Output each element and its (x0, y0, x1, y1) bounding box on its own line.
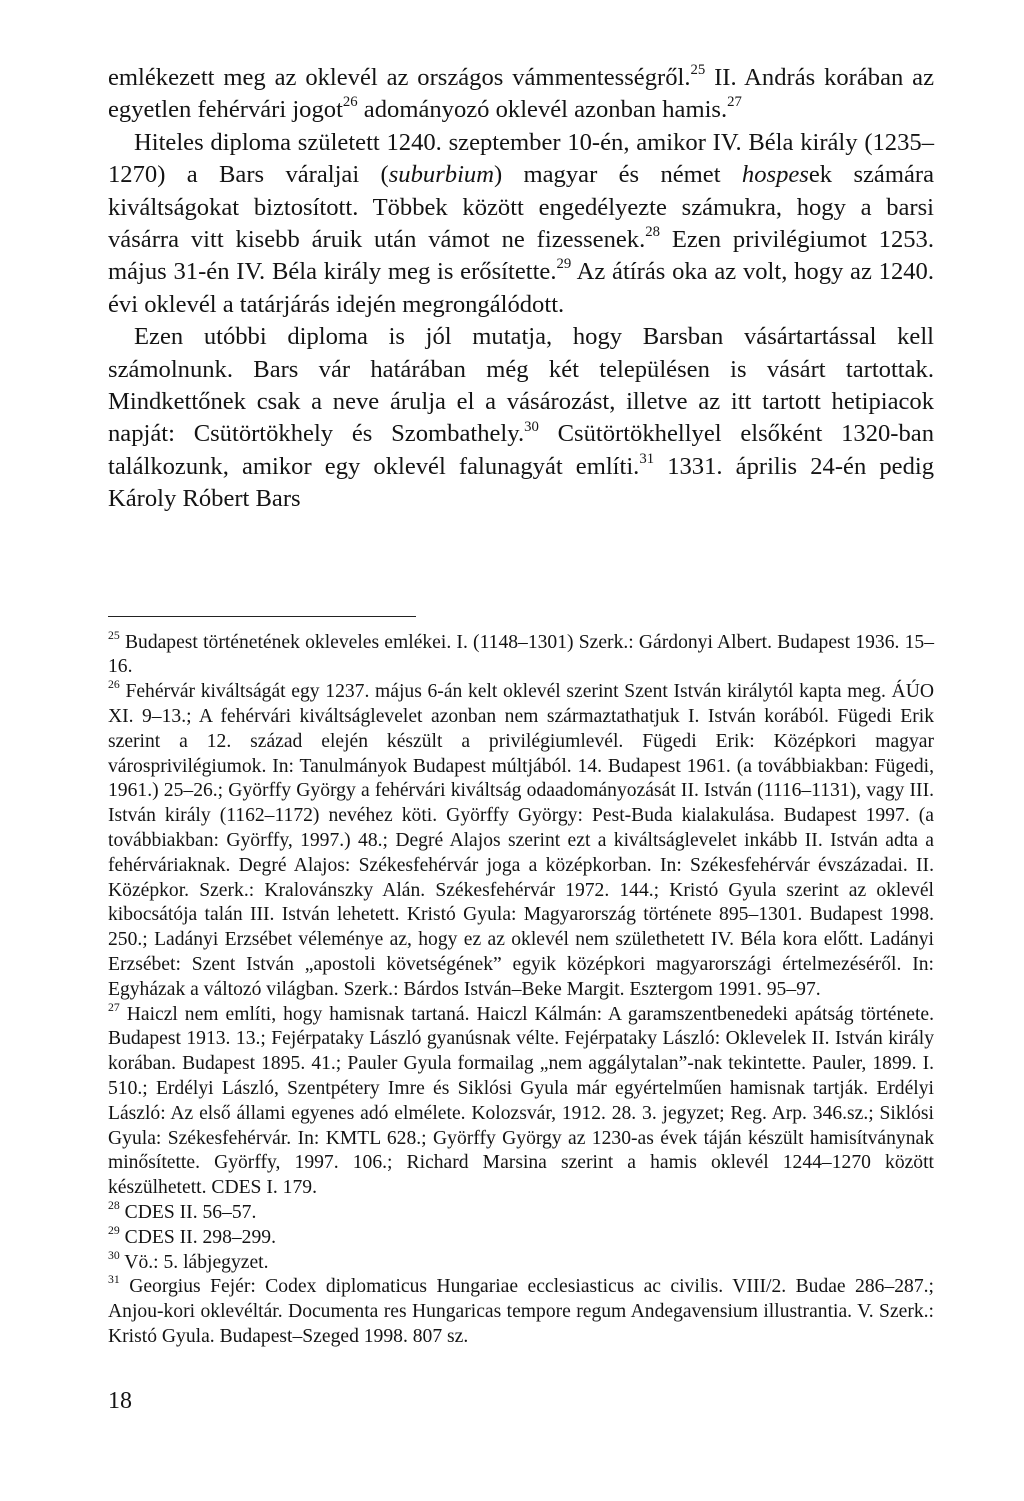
footnote-number: 27 (108, 1000, 120, 1014)
footnote (108, 1223, 934, 1251)
main-text (108, 62, 934, 516)
footnote-ref: 25 (690, 62, 706, 79)
footnote-text: Fehérvár kiváltságát egy 1237. május 6-án kelt oklevél szerint Szent István királytól kapta meg. ÁÚO XI. 9–13.; A fehérvári kiváltságlevelet azonban nem származtathatjuk I. István korából. Fügedi Erik szerint a 12. század elején készült a privilégiumlevél. Fügedi Erik: Középkori magyar városprivilégiumok. In: Tanulmányok Budapest múltjából. 14. Budapest 1961. (a továbbiakban: Fügedi, 1961.) 25–26.; Györffy György a fehérvári kiváltság odaadományozását II. István (1116–1131), vagy III. István király (1162–1172) nevéhez köti. Györffy György: Pest-Buda kialakulása. Budapest 1997. (a továbbiakban: Györffy, 1997.) 48.; Degré Alajos szerint ezt a kiváltságlevelet inkább II. István adta a fehérváriaknak. Degré Alajos: Székesfehérvár joga a középkorban. In: Székesfehérvár évszázadai. II. Középkor. Szerk.: Kralovánszky Alán. Székesfehérvár 1972. 144.; Kristó Gyula szerint az oklevél kibocsátója talán III. István lehetett. Kristó Gyula: Magyarország története 895–1301. Budapest 1998. 250.; Ladányi Erzsébet véleménye az, hogy ez az oklevél nem születhetett IV. Béla kora előtt. Ladányi Erzsébet: Szent István „apostoli követségének” egyik középkori magyarországi értelmezéséről. In: Egyházak a változó világban. Szerk.: Bárdos István–Beke Margit. Esztergom 1991. 95–97. (108, 681, 934, 1000)
italic-term: suburbium (388, 161, 494, 189)
text-run: ) magyar és német (493, 161, 742, 189)
text-run: emlékezett meg az oklevél az országos vámmentességről. (108, 64, 691, 91)
text-run: adományozó oklevél azonban hamis. (357, 96, 728, 124)
footnote-number: 31 (108, 1273, 120, 1287)
footnote-ref: 30 (524, 418, 539, 435)
text-run: Csütörtökhellyel elsőként 1320-ban találkozunk, amikor egy oklevél falunagyát említi. (108, 420, 934, 480)
footnote (108, 1248, 934, 1276)
page-content (108, 62, 934, 1350)
footnote-text: Budapest történetének okleveles emlékei. I. (1148–1301) Szerk.: Gárdonyi Albert. Budapest 1936. 15–16. (108, 631, 934, 678)
footnote-ref: 28 (645, 224, 660, 241)
footnote-number: 29 (108, 1223, 120, 1237)
footnote (108, 680, 934, 1002)
paragraph (108, 127, 934, 321)
text-run: Az átírás oka az volt, hogy az 1240. évi oklevél a tatárjárás idején megrongálódott. (108, 258, 934, 318)
footnote (108, 1275, 934, 1349)
footnote (108, 1000, 934, 1201)
footnote-text: Vö.: 5. lábjegyzet. (124, 1251, 269, 1273)
text-run: II. András korában az egyetlen fehérvári jogot (108, 64, 934, 124)
footnote-number: 26 (108, 678, 120, 692)
footnote-number: 25 (108, 628, 120, 642)
footnote-separator (108, 616, 416, 617)
footnote-ref: 29 (556, 256, 572, 273)
text-run: ek számára kiváltságokat biztosított. Többek között engedélyezte számukra, hogy a barsi vásárra vitt kisebb áruik után vámot ne fizessenek. (108, 161, 934, 254)
footnote-ref: 26 (342, 94, 358, 111)
italic-term: hospes (741, 161, 809, 189)
footnote-ref: 27 (727, 94, 742, 111)
footnote-number: 30 (108, 1248, 120, 1262)
footnote-text: Haiczl nem említi, hogy hamisnak tartaná. Haiczl Kálmán: A garamszentbenedeki apátság története. Budapest 1913. 13.; Fejérpataky László gyanúsnak vélte. Fejérpataky László: Oklevelek II. István király korában. Budapest 1895. 41.; Pauler Gyula formailag „nem aggálytalan”-nak tekintette. Pauler, 1899. I. 510.; Erdélyi László, Szentpétery Imre és Siklósi Gyula már egyértelműen hamisnak tartják. Erdélyi László: Az első állami egyenes adó elmélete. Kolozsvár, 1912. 28. 3. jegyzet; Reg. Arp. 346.sz.; Siklósi Gyula: Székesfehérvár. In: KMTL 628.; Györffy György az 1230-as évek táján készült hamisítványnak minősítette. Györffy, 1997. 106.; Richard Marsina szerint a hamis oklevél 1244–1270 között készülhetett. CDES I. 179. (108, 1003, 934, 1199)
footnote (108, 628, 934, 681)
paragraph (108, 321, 934, 515)
footnote-number: 28 (108, 1199, 120, 1213)
footnote-ref: 31 (639, 450, 655, 467)
footnote (108, 1201, 934, 1226)
footnote-text: Georgius Fejér: Codex diplomaticus Hungariae ecclesiasticus ac civilis. VIII/2. Budae 286–287.; Anjou-kori oklevéltár. Documenta res Hungaricas tempore regum Andegavensium illustrantia. V. Szerk.: Kristó Gyula. Budapest–Szeged 1998. 807 sz. (108, 1276, 934, 1347)
footnote-text: CDES II. 298–299. (124, 1226, 276, 1248)
footnote-text: CDES II. 56–57. (124, 1202, 257, 1224)
footnotes (108, 628, 934, 1350)
paragraph (108, 62, 934, 127)
text-run: Hiteles diploma született 1240. szeptember 10-én, amikor IV. Béla király (1235–1270) a Bars váraljai ( (108, 128, 934, 189)
page-number: 18 (108, 1388, 132, 1414)
text-run: Ezen utóbbi diploma is jól mutatja, hogy Barsban vásártartással kell számolnunk. Bars vár határában még két településen is vásárt tartottak. Mindkettőnek csak a neve árulja el a vásározást, illetve az itt tartott hetipiacok napját: Csütörtökhely és Szombathely. (108, 323, 934, 448)
text-run: Ezen privilégiumot 1253. május 31-én IV. Béla király meg is erősítette. (108, 226, 934, 286)
text-run: 1331. április 24-én pedig Károly Róbert Bars (108, 452, 934, 513)
